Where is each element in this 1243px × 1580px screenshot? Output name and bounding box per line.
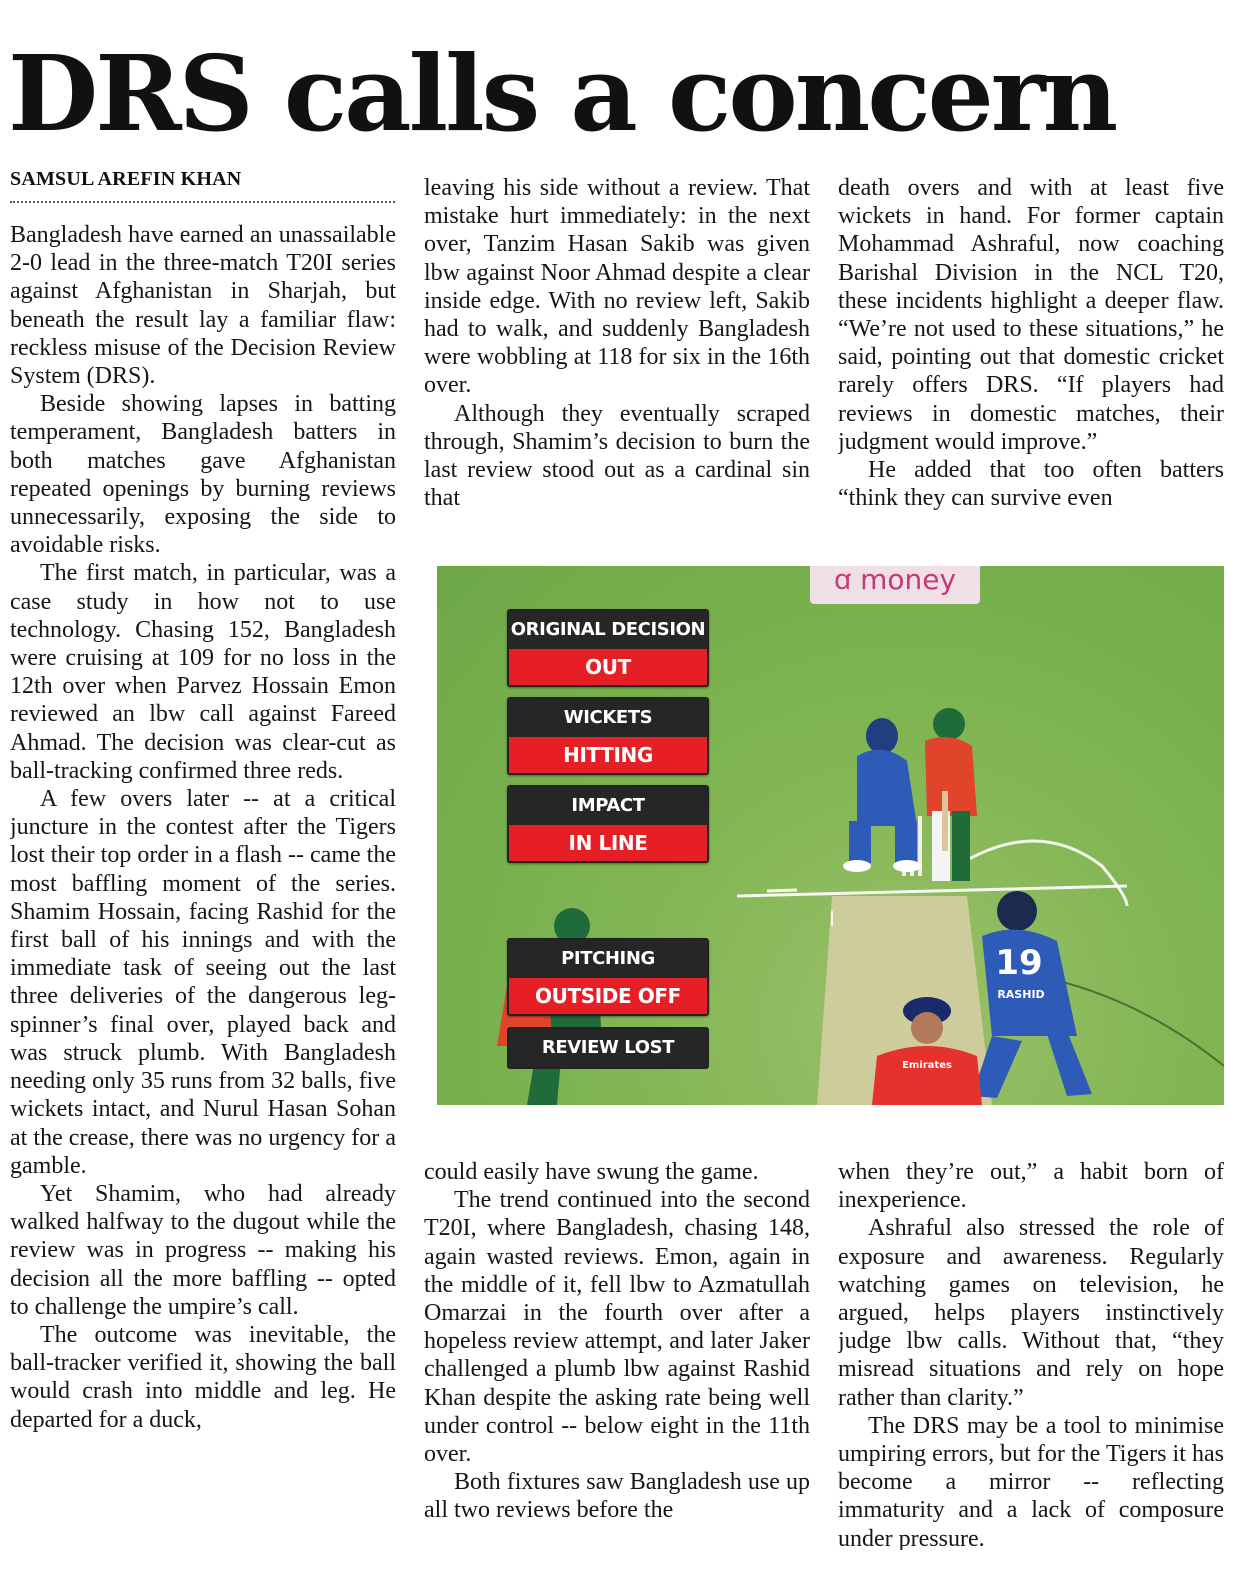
drs-label: PITCHING — [509, 940, 707, 978]
article-column-1 — [10, 221, 396, 1551]
bowler-name: RASHID — [997, 988, 1045, 1001]
paragraph: The trend continued into the second T20I, where Bangladesh, chasing 148, again wasted reviews. Emon, again in the middle of it, fell lbw to Azmatullah Omarzai in the fourth over after a hopeless review attempt, and later Jaker challenged a plumb lbw against Rashid Khan despite the asking rate being well under control -- below eight in the 11th over. — [424, 1187, 810, 1468]
headline: DRS calls a concern — [8, 32, 1116, 155]
paragraph: Bangladesh have earned an unassailable 2-0 lead in the three-match T20I series against Afghanistan in Sharjah, but beneath the result lay a familiar flaw: reckless misuse of the Decision Review System (DRS). — [10, 222, 396, 390]
paragraph: The DRS may be a tool to minimise umpiring errors, but for the Tigers it has become a mirror -- reflecting immaturity and a lack of composure under pressure. — [838, 1412, 1224, 1550]
paragraph: leaving his side without a review. That mistake hurt immediately: in the next over, Tanzim Hasan Sakib was given lbw against Noor Ahmad despite a clear inside edge. With no review left, Sakib had to walk, and suddenly Bangladesh were wobbling at 118 for six in the 16th over. — [424, 175, 810, 399]
drs-review-lost: REVIEW LOST — [507, 1027, 709, 1069]
paragraph: could easily have swung the game. — [424, 1159, 759, 1185]
paragraph: Ashraful also stressed the role of exposure and awareness. Regularly watching games on television, he argued, helps players instinctively judge lbw calls. Without that, “they misread situations and rely on hope rather than clarity.” — [838, 1215, 1224, 1411]
paragraph: Although they eventually scraped through, Shamim’s decision to burn the last review stood out as a cardinal sin that — [424, 400, 810, 512]
drs-panel-pitching — [507, 938, 709, 1016]
paragraph: Yet Shamim, who had already walked halfway to the dugout while the review was in progress -- making his decision all the more baffling -- opted to challenge the umpire’s call. — [10, 1180, 396, 1320]
drs-panel-original-decision — [507, 609, 709, 687]
paragraph: Beside showing lapses in batting temperament, Bangladesh batters in both matches gave Afghanistan repeated openings by burning reviews unnecessarily, exposing the side to avoidable risks. — [10, 391, 396, 559]
article-column-2-top — [424, 174, 810, 546]
drs-panel-wickets — [507, 697, 709, 775]
sponsor-board — [810, 566, 980, 604]
drs-value: OUTSIDE OFF — [509, 978, 707, 1014]
article-column-3-bottom — [838, 1158, 1224, 1550]
byline: SAMSUL AREFIN KHAN — [10, 168, 395, 203]
paragraph: when they’re out,” a habit born of inexperience. — [838, 1159, 1224, 1214]
sponsor-name: money — [860, 566, 957, 596]
paragraph: The outcome was inevitable, the ball-tracker verified it, showing the ball would crash into middle and leg. He departed for a duck, — [10, 1321, 396, 1433]
article-column-2-bottom — [424, 1158, 810, 1550]
drs-value: IN LINE — [509, 825, 707, 861]
drs-panel-impact — [507, 785, 709, 863]
bowler-number: 19 — [995, 943, 1043, 983]
paragraph: He added that too often batters “think they can survive even — [838, 457, 1224, 512]
drs-label: IMPACT — [509, 787, 707, 825]
drs-label: WICKETS — [509, 699, 707, 737]
paragraph: Both fixtures saw Bangladesh use up all two reviews before the — [424, 1469, 810, 1524]
drs-value: HITTING — [509, 737, 707, 773]
paragraph: death overs and with at least five wickets in hand. For former captain Mohammad Ashraful, now coaching Barishal Division in the NCL T20, these incidents highlight a deeper flaw. “We’re not used to these situations,” he said, pointing out that domestic cricket rarely offers DRS. “If players had reviews in domestic matches, their judgment would improve.” — [838, 175, 1224, 455]
drs-label: ORIGINAL DECISION — [509, 611, 707, 649]
sponsor-logo-icon: ꭤ — [833, 566, 861, 596]
drs-photo — [437, 566, 1224, 1105]
paragraph: The first match, in particular, was a case study in how not to use technology. Chasing 152, Bangladesh were cruising at 109 for no loss in the 12th over when Parvez Hossain Emon reviewed an lbw call against Fareed Ahmad. The decision was clear-cut as ball-tracking confirmed three reds. — [10, 560, 396, 784]
article-column-3-top — [838, 174, 1224, 546]
drs-value: OUT — [509, 649, 707, 685]
paragraph: A few overs later -- at a critical juncture in the contest after the Tigers lost their top order in a flash -- came the most baffling moment of the series. Shamim Hossain, facing Rashid for the first ball of his innings and with the immediate task of seeing out the last three deliveries of the dangerous leg-spinner’s final over, played back and was struck plumb. With Bangladesh needing only 35 runs from 32 balls, five wickets intact, and Nurul Hasan Sohan at the crease, there was no urgency for a gamble. — [10, 786, 396, 1179]
umpire-badge: Emirates — [902, 1060, 952, 1071]
